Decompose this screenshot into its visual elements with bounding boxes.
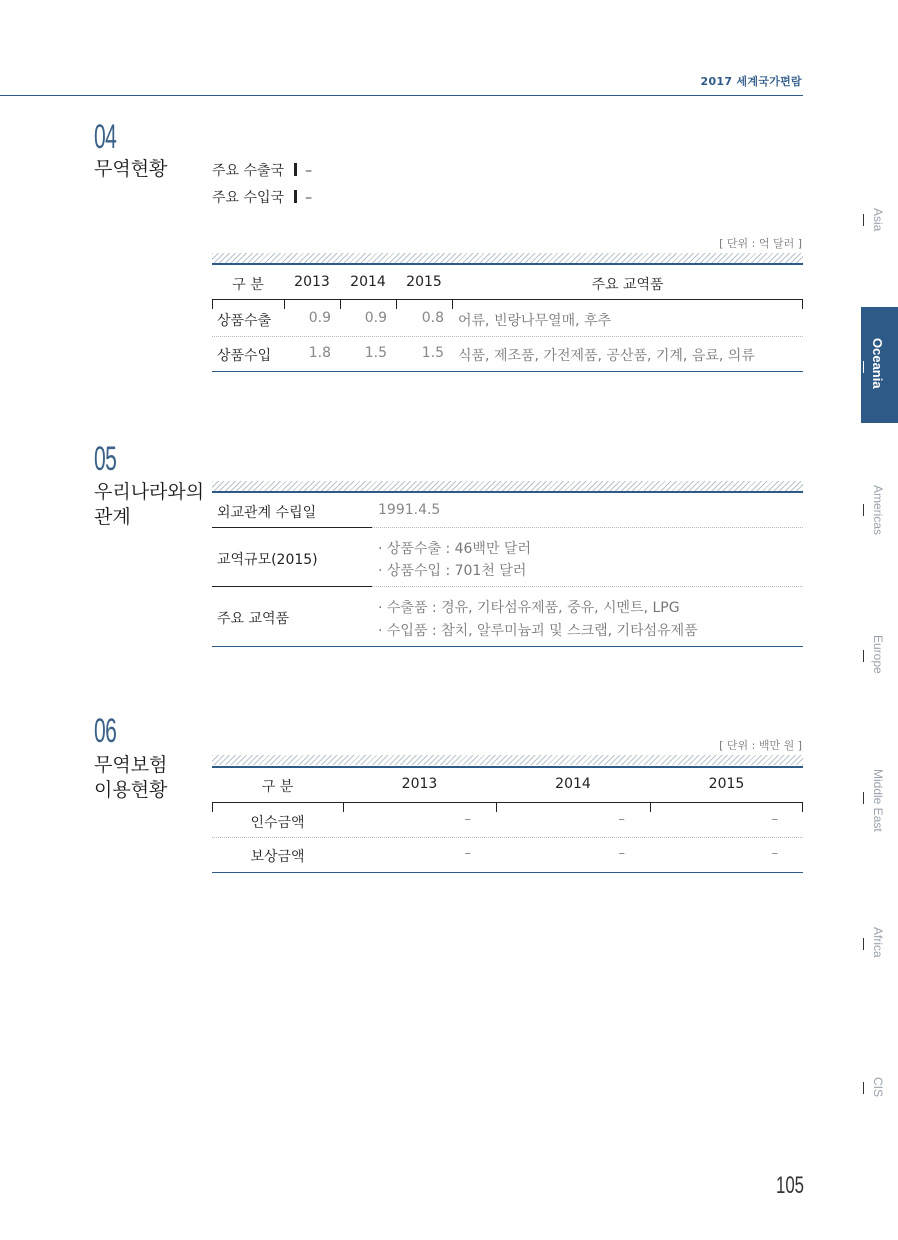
table-top-rule: [212, 491, 803, 493]
col-tick: [802, 299, 803, 309]
col-header-2015: 2015: [708, 776, 745, 792]
page-number: 105: [776, 1172, 805, 1199]
row-label: 상품수출: [217, 313, 272, 329]
trade-volume-label: 교역규모(2015): [217, 552, 318, 568]
value-2014: –: [618, 846, 625, 861]
row-divider: [372, 586, 803, 587]
col-tick: [452, 299, 453, 309]
col-tick: [284, 299, 285, 309]
table-bottom-rule: [212, 646, 803, 647]
row-label: 보상금액: [250, 849, 305, 865]
section-number: 04: [94, 118, 117, 156]
section-title: 무역현황: [94, 158, 168, 180]
row-divider: [372, 527, 803, 528]
relation-value: 1991.4.5: [378, 502, 441, 518]
tab-marker: [863, 361, 864, 373]
value-2015: 0.8: [421, 310, 444, 326]
col-tick: [212, 802, 213, 812]
tab-marker: [863, 504, 864, 516]
col-tick: [802, 802, 803, 812]
header-bottom-rule: [212, 802, 803, 803]
main-items-label: 주요 교역품: [217, 611, 290, 627]
separator-bar: [294, 163, 297, 176]
header-bottom-rule: [212, 299, 803, 300]
section-title-line: 무역보험: [94, 754, 168, 776]
trade-volume-import: · 상품수입 : 701천 달러: [378, 563, 527, 579]
relation-label: 외교관계 수립일: [217, 505, 317, 521]
value-2015: –: [771, 812, 778, 827]
tab-cis[interactable]: CIS: [871, 1077, 885, 1098]
main-export-label: 주요 수출국: [212, 163, 285, 179]
col-header-category: 구 분: [261, 779, 294, 795]
row-divider: [212, 336, 803, 338]
col-tick: [343, 802, 344, 812]
row-label: 상품수입: [217, 348, 272, 364]
table-hatch: [212, 481, 803, 491]
value-2013: 1.8: [308, 345, 331, 361]
table-bottom-rule: [212, 872, 803, 873]
value-2014: 1.5: [364, 345, 387, 361]
tab-marker: [863, 1082, 864, 1094]
table-bottom-rule: [212, 371, 803, 372]
col-header-2013: 2013: [294, 274, 330, 290]
trade-items: 식품, 제조품, 가전제품, 공산품, 기계, 음료, 의류: [458, 348, 755, 364]
table-hatch: [212, 253, 803, 263]
col-header-2014: 2014: [555, 776, 591, 792]
col-tick: [396, 299, 397, 309]
section-title-line: 우리나라와의: [94, 481, 205, 503]
section-title-line: 이용현황: [94, 779, 168, 801]
tab-marker: [863, 214, 864, 226]
main-import-countries: [212, 187, 312, 207]
col-header-2013: 2013: [401, 776, 438, 792]
value-2013: –: [464, 812, 471, 827]
tab-marker: [863, 792, 864, 804]
value-2015: 1.5: [421, 345, 444, 361]
label-rule: [212, 527, 372, 528]
col-tick: [650, 802, 651, 812]
value-2014: 0.9: [364, 310, 387, 326]
running-header: 2017 세계국가편람: [700, 75, 802, 88]
main-items-export: · 수출품 : 경유, 기타섬유제품, 중유, 시멘트, LPG: [378, 600, 680, 616]
tab-marker: [863, 938, 864, 950]
table-hatch: [212, 755, 803, 765]
tab-marker: [863, 650, 864, 662]
col-header-2014: 2014: [350, 274, 386, 290]
value-2013: 0.9: [308, 310, 331, 326]
tab-europe[interactable]: Europe: [871, 635, 885, 674]
section-number: 06: [94, 712, 117, 750]
main-export-countries: [212, 160, 312, 180]
value-2014: –: [618, 812, 625, 827]
tab-middle-east[interactable]: Middle East: [871, 769, 885, 832]
separator-bar: [294, 190, 297, 203]
col-header-2015: 2015: [406, 274, 442, 290]
col-tick: [340, 299, 341, 309]
header-rule: [0, 95, 803, 96]
table-top-rule: [212, 263, 803, 265]
col-header-items: 주요 교역품: [591, 277, 664, 293]
unit-label: [ 단위 : 백만 원 ]: [719, 739, 802, 752]
col-header-category: 구 분: [232, 277, 264, 293]
section-title: [94, 753, 167, 803]
row-divider: [212, 837, 803, 839]
label-rule: [212, 586, 372, 587]
row-label: 인수금액: [250, 815, 305, 831]
main-import-label: 주요 수입국: [212, 190, 285, 206]
col-tick: [212, 299, 213, 309]
trade-volume-export: · 상품수출 : 46백만 달러: [378, 541, 531, 557]
value-2015: –: [771, 846, 778, 861]
tab-americas[interactable]: Americas: [871, 485, 885, 536]
tab-oceania[interactable]: Oceania: [870, 338, 885, 389]
value-2013: –: [464, 846, 471, 861]
tab-africa[interactable]: Africa: [871, 927, 885, 958]
col-tick: [496, 802, 497, 812]
tab-asia[interactable]: Asia: [871, 208, 885, 232]
section-title: [94, 480, 204, 530]
main-items-import: · 수입품 : 참치, 알루미늄괴 및 스크랩, 기타섬유제품: [378, 623, 698, 639]
section-number: 05: [94, 440, 117, 478]
table-top-rule: [212, 766, 803, 768]
section-title-line: 관계: [94, 506, 131, 528]
main-export-value: –: [305, 163, 313, 179]
main-import-value: –: [305, 190, 313, 206]
trade-items: 어류, 빈랑나무열매, 후추: [458, 313, 612, 329]
unit-label: [ 단위 : 억 달러 ]: [719, 237, 802, 250]
